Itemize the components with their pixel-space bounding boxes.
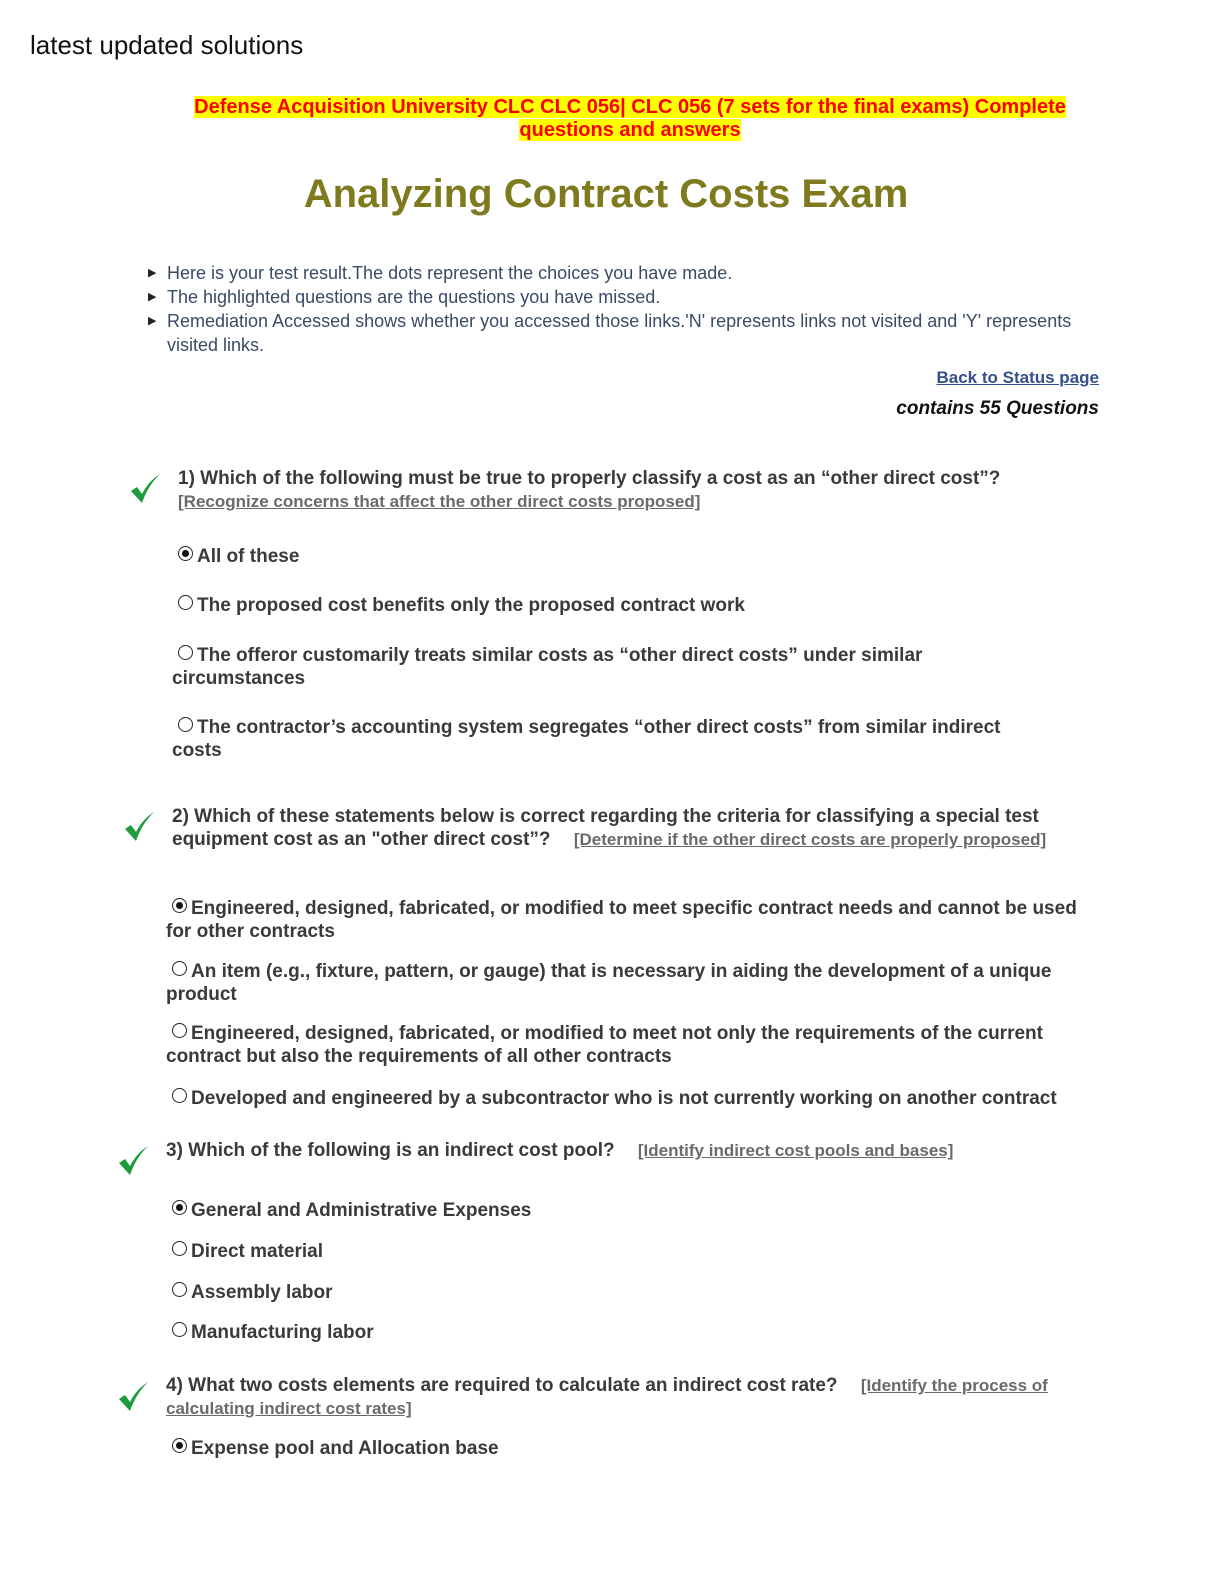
answer-option: Engineered, designed, fabricated, or modified to meet specific contract needs and cannot be used for other contracts bbox=[166, 898, 1077, 942]
answer-option: An item (e.g., fixture, pattern, or gauge) that is necessary in aiding the development of a unique product bbox=[166, 961, 1052, 1005]
radio-empty-icon[interactable] bbox=[178, 645, 193, 660]
instructions-list bbox=[146, 261, 1076, 357]
topic-link[interactable]: [Determine if the other direct costs are properly proposed] bbox=[573, 830, 1047, 849]
instruction-item: ▶ The highlighted questions are the questions you have missed. bbox=[148, 287, 661, 307]
correct-check-icon bbox=[128, 472, 162, 506]
bullet-arrow-icon: ▶ bbox=[148, 315, 157, 327]
topic-link[interactable]: [Recognize concerns that affect the other direct costs proposed] bbox=[178, 492, 701, 511]
document-banner bbox=[150, 96, 1110, 142]
radio-selected-icon[interactable] bbox=[172, 1200, 187, 1215]
answer-option: Assembly labor bbox=[172, 1281, 1072, 1304]
question-text: 3) Which of the following is an indirect cost pool? bbox=[166, 1140, 615, 1161]
question-1 bbox=[178, 467, 1078, 513]
correct-check-icon bbox=[116, 1380, 150, 1414]
question-3 bbox=[166, 1139, 1086, 1162]
radio-selected-icon[interactable] bbox=[172, 1438, 187, 1453]
question-text: 2) Which of these statements below is correct regarding the criteria for classifying a special test equipment cost as an "other direct cost”? bbox=[172, 806, 1039, 850]
answer-option: Manufacturing labor bbox=[172, 1321, 1072, 1344]
radio-empty-icon[interactable] bbox=[172, 1322, 187, 1337]
top-note: latest updated solutions bbox=[30, 30, 304, 60]
question-2 bbox=[172, 805, 1082, 851]
answer-option: The offeror customarily treats similar costs as “other direct costs” under similar circumstances bbox=[172, 645, 923, 689]
answer-option: General and Administrative Expenses bbox=[172, 1199, 1072, 1222]
answer-option: Engineered, designed, fabricated, or modified to meet not only the requirements of the current contract but also the requirements of all other contracts bbox=[166, 1023, 1043, 1067]
radio-empty-icon[interactable] bbox=[178, 717, 193, 732]
topic-link[interactable]: [Identify the process of calculating indirect cost rates] bbox=[166, 1376, 1048, 1418]
exam-title: Analyzing Contract Costs Exam bbox=[303, 172, 909, 216]
correct-check-icon bbox=[122, 810, 156, 844]
radio-empty-icon[interactable] bbox=[178, 595, 193, 610]
banner-line-2: questions and answers bbox=[519, 119, 741, 141]
radio-selected-icon[interactable] bbox=[172, 898, 187, 913]
answer-option: The contractor’s accounting system segregates “other direct costs” from similar indirect costs bbox=[172, 717, 1001, 761]
radio-selected-icon[interactable] bbox=[178, 546, 193, 561]
question-count: contains 55 Questions bbox=[896, 398, 1099, 419]
instruction-item: ▶ Here is your test result.The dots represent the choices you have made. bbox=[148, 263, 733, 283]
answer-option: Direct material bbox=[172, 1240, 1072, 1263]
back-to-status-link[interactable]: Back to Status page bbox=[936, 368, 1099, 387]
bullet-arrow-icon: ▶ bbox=[148, 267, 157, 279]
answer-option: All of these bbox=[178, 545, 1078, 568]
correct-check-icon bbox=[116, 1144, 150, 1178]
radio-empty-icon[interactable] bbox=[172, 1023, 187, 1038]
question-4 bbox=[166, 1374, 1091, 1420]
bullet-arrow-icon: ▶ bbox=[148, 291, 157, 303]
banner-line-1: Defense Acquisition University CLC CLC 056| CLC 056 (7 sets for the final exams) Complete bbox=[194, 96, 1066, 118]
answer-option: The proposed cost benefits only the proposed contract work bbox=[178, 594, 1078, 617]
answer-option: Developed and engineered by a subcontractor who is not currently working on another contract bbox=[166, 1087, 1106, 1110]
instruction-item: ▶ Remediation Accessed shows whether you accessed those links.'N' represents links not visited and 'Y' represents visited links. bbox=[148, 311, 1072, 355]
radio-empty-icon[interactable] bbox=[172, 1282, 187, 1297]
answer-option: Expense pool and Allocation base bbox=[172, 1437, 1072, 1460]
topic-link[interactable]: [Identify indirect cost pools and bases] bbox=[637, 1141, 954, 1160]
radio-empty-icon[interactable] bbox=[172, 1241, 187, 1256]
question-text: 1) Which of the following must be true to properly classify a cost as an “other direct cost”? bbox=[178, 468, 1001, 489]
question-text: 4) What two costs elements are required to calculate an indirect cost rate? bbox=[166, 1375, 838, 1396]
radio-empty-icon[interactable] bbox=[172, 961, 187, 976]
radio-empty-icon[interactable] bbox=[172, 1088, 187, 1103]
